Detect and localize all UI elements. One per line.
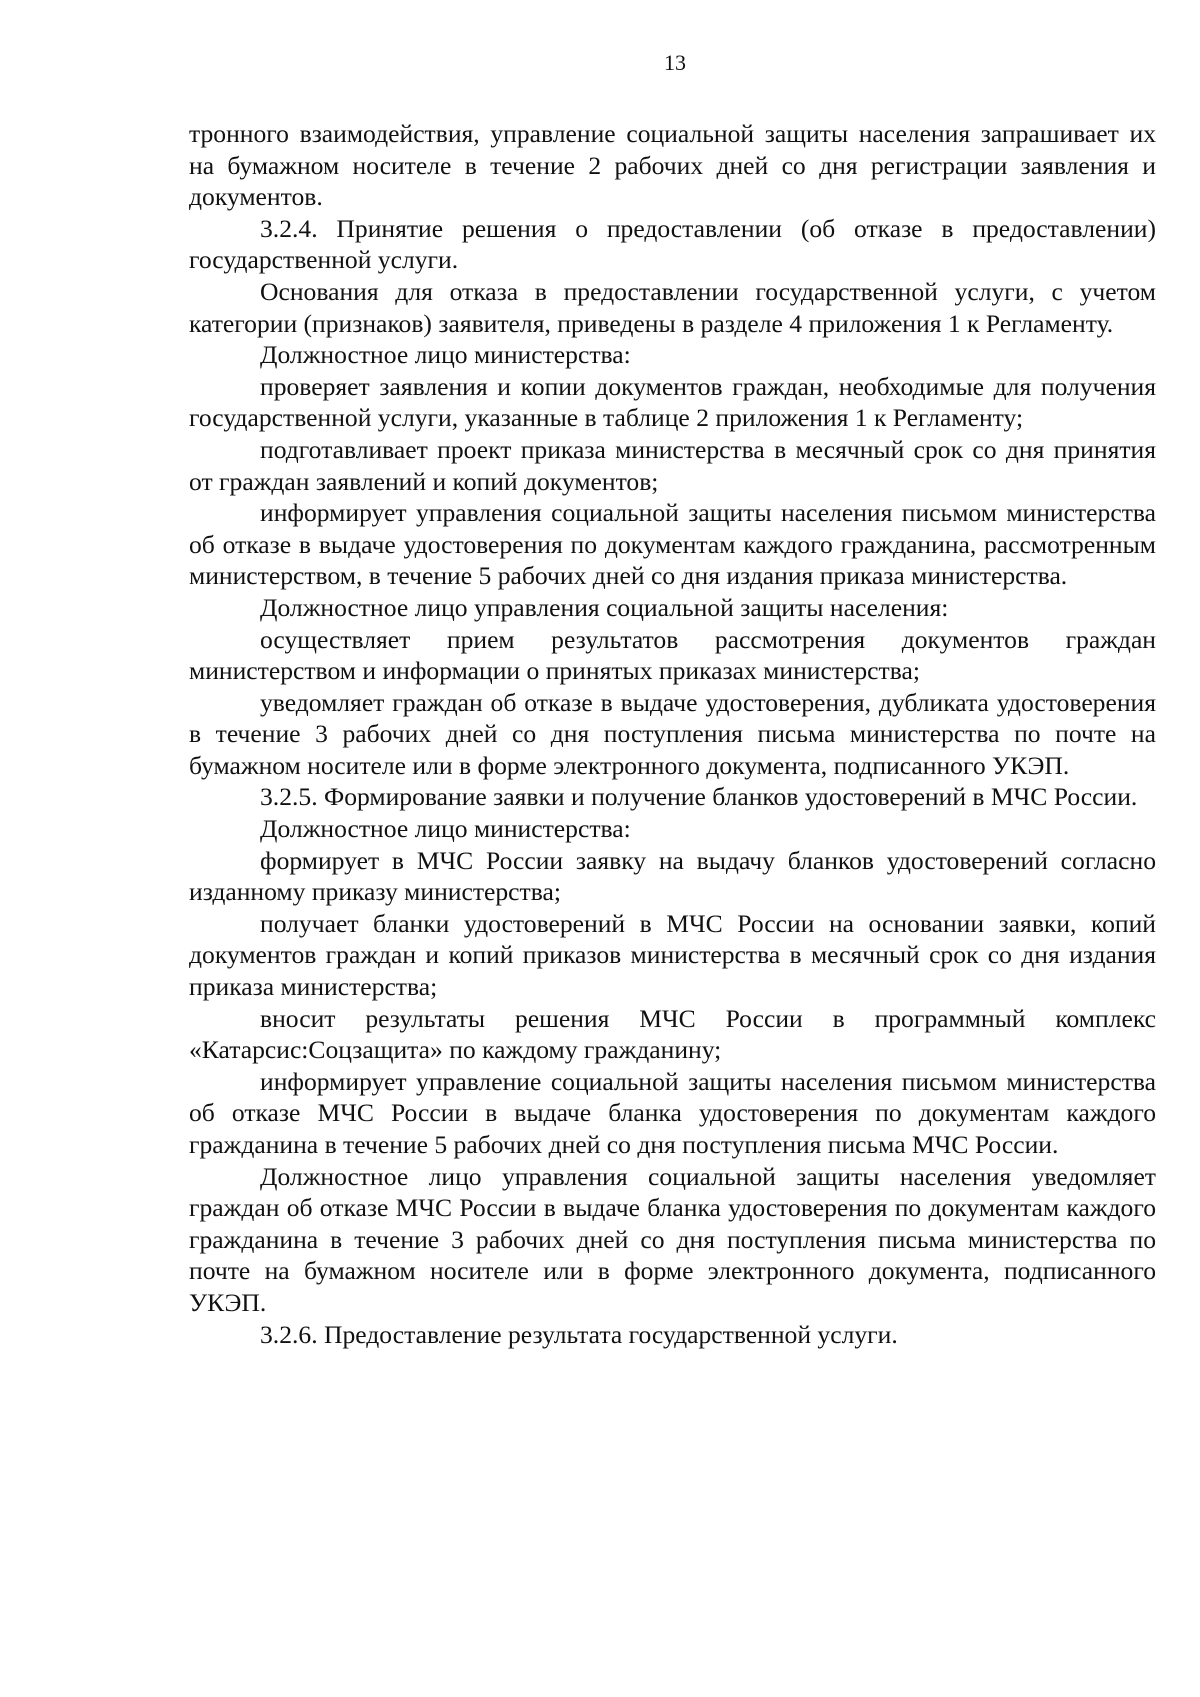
section-heading-3-2-6: 3.2.6. Предоставление результата государственной услуги. — [260, 1319, 898, 1349]
paragraph-informs-refusal: информирует управления социальной защиты населения письмом министерства об отказе в выдаче удостоверения по документам каждого гражданина, рассмотренным министерством, в течение 5 рабочих дней со дня издания приказа министерства. — [189, 498, 1156, 591]
paragraph-refusal-grounds: Основания для отказа в предоставлении государственной услуги, с учетом категории (признаков) заявителя, приведены в разделе 4 приложения 1 к Регламенту. — [189, 276, 1156, 338]
paragraph-informs-emercom-refusal: информирует управление социальной защиты населения письмом министерства об отказе МЧС России в выдаче бланка удостоверения по документам каждого гражданина в течение 5 рабочих дней со дня поступления письма МЧС России. — [189, 1066, 1156, 1159]
paragraph-continuation: тронного взаимодействия, управление социальной защиты населения запрашивает их на бумажном носителе в течение 2 рабочих дней со дня регистрации заявления и документов. — [189, 119, 1156, 212]
section-heading-3-2-4: 3.2.4. Принятие решения о предоставлении (об отказе в предоставлении) государственной услуги. — [189, 213, 1156, 275]
paragraph-receives-results: осуществляет прием результатов рассмотрения документов граждан министерством и информации о принятых приказах министерства; — [189, 624, 1156, 686]
paragraph-notifies-emercom-refusal: Должностное лицо управления социальной защиты населения уведомляет граждан об отказе МЧС России в выдаче бланка удостоверения по документам каждого гражданина в течение 3 рабочих дней со дня поступления письма министерства по почте на бумажном носителе или в форме электронного документа, подписанного УКЭП. — [189, 1161, 1156, 1317]
paragraph-ministry-official-2: Должностное лицо министерства: — [260, 814, 631, 844]
section-heading-3-2-5: 3.2.5. Формирование заявки и получение бланков удостоверений в МЧС России. — [260, 782, 1138, 812]
page-number: 13 — [664, 50, 686, 75]
paragraph-notifies-citizens: уведомляет граждан об отказе в выдаче удостоверения, дубликата удостоверения в течение 3 рабочих дней со дня поступления письма министерства по почте на бумажном носителе или в форме электронного документа, подписанного УКЭП. — [189, 687, 1156, 780]
paragraph-receives-forms: получает бланки удостоверений в МЧС России на основании заявки, копий документов граждан и копий приказов министерства в месячный срок со дня издания приказа министерства; — [189, 908, 1156, 1002]
paragraph-social-protection-official: Должностное лицо управления социальной защиты населения: — [260, 592, 949, 622]
paragraph-checks-applications: проверяет заявления и копии документов граждан, необходимые для получения государственной услуги, указанные в таблице 2 приложения 1 к Регламенту; — [189, 371, 1156, 433]
paragraph-forms-request: формирует в МЧС России заявку на выдачу бланков удостоверений согласно изданному приказу министерства; — [189, 845, 1156, 907]
paragraph-enters-results: вносит результаты решения МЧС России в программный комплекс «Катарсис:Соцзащита» по каждому гражданину; — [189, 1003, 1156, 1065]
paragraph-ministry-official: Должностное лицо министерства: — [260, 340, 631, 370]
body-text — [189, 118, 1156, 1350]
paragraph-prepares-order: подготавливает проект приказа министерства в месячный срок со дня принятия от граждан заявлений и копий документов; — [189, 434, 1156, 496]
